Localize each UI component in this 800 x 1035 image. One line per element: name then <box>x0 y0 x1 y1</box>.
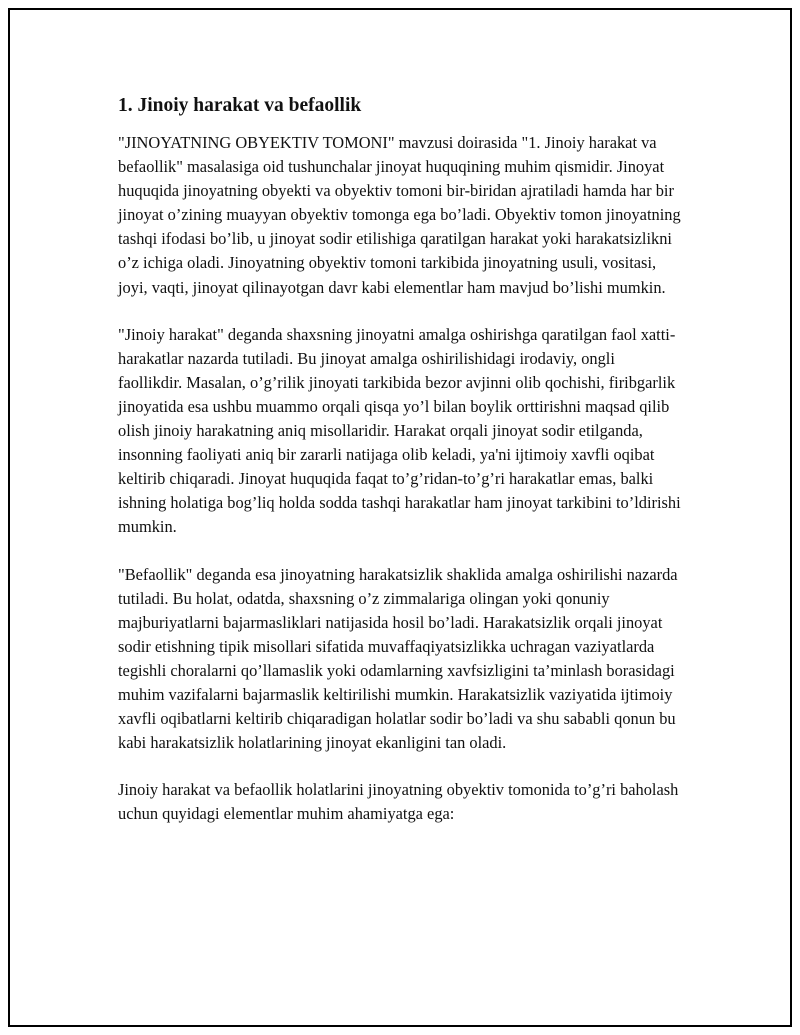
paragraph-intro: "JINOYATNING OBYEKTIV TOMONI" mavzusi doirasida "1. Jinoiy harakat va befaollik" masalasiga oid tushunchalar jinoyat huquqining muhim qismidir. Jinoyat huquqida jinoyatning obyekti va obyektiv tomoni bir-biridan ajratiladi hamda har bir jinoyat o’zining muayyan obyektiv tomonga ega bo’ladi. Obyektiv tomon jinoyatning tashqi ifodasi bo’lib, u jinoyat sodir etilishiga qaratilgan harakat yoki harakatsizlikni o’z ichiga oladi. Jinoyatning obyektiv tomoni tarkibida jinoyatning usuli, vositasi, joyi, vaqti, jinoyat qilinayotgan davr kabi elementlar ham mavjud bo’lishi mumkin. <box>118 133 681 297</box>
document-body <box>118 93 683 849</box>
section-heading: 1. Jinoiy harakat va befaollik <box>118 95 362 116</box>
paragraph-jinoiy-harakat: "Jinoiy harakat" deganda shaxsning jinoyatni amalga oshirishga qaratilgan faol xatti-harakatlar nazarda tutiladi. Bu jinoyat amalga oshirilishidagi irodaviy, ongli faollikdir. Masalan, o’g’rilik jinoyati tarkibida bezor avjinni olib qochishi, firibgarlik jinoyatida esa ushbu muammo orqali qisqa yo’l bilan boylik orttirishni maqsad qilib olish jinoiy harakatning aniq misollaridir. Harakat orqali jinoyat sodir etilganda, insonning faoliyati aniq bir zararli natijaga olib keladi, ya'ni ijtimoiy xavfli oqibat keltirib chiqaradi. Jinoyat huquqida faqat to’g’ridan-to’g’ri harakatlar emas, balki ishning holatiga bog’liq holda sodda tashqi harakatlar ham jinoyat tarkibini to’ldirishi mumkin. <box>118 324 681 537</box>
paragraph-elements-intro: Jinoiy harakat va befaollik holatlarini jinoyatning obyektiv tomonida to’g’ri baholash uchun quyidagi elementlar muhim ahamiyatga ega: <box>118 780 679 824</box>
paragraph-befaollik: "Befaollik" deganda esa jinoyatning harakatsizlik shaklida amalga oshirilishi nazarda tutiladi. Bu holat, odatda, shaxsning o’z zimmalariga olingan yoki qonuniy majburiyatlarni bajarmasliklari natijasida hosil bo’ladi. Harakatsizlik orqali jinoyat sodir etishning tipik misollari sifatida muvaffaqiyatsizlikka uchragan vaziyatlarda tegishli choralarni qo’llamaslik yoki odamlarning xavfsizligini ta’minlash borasidagi muhim vazifalarni bajarmaslik keltirilishi mumkin. Harakatsizlik vaziyatida ijtimoiy xavfli oqibatlarni keltirib chiqaradigan holatlar sodir bo’ladi va shu sababli qonun bu kabi harakatsizlik holatlarining jinoyat ekanligini tan oladi. <box>118 564 678 753</box>
